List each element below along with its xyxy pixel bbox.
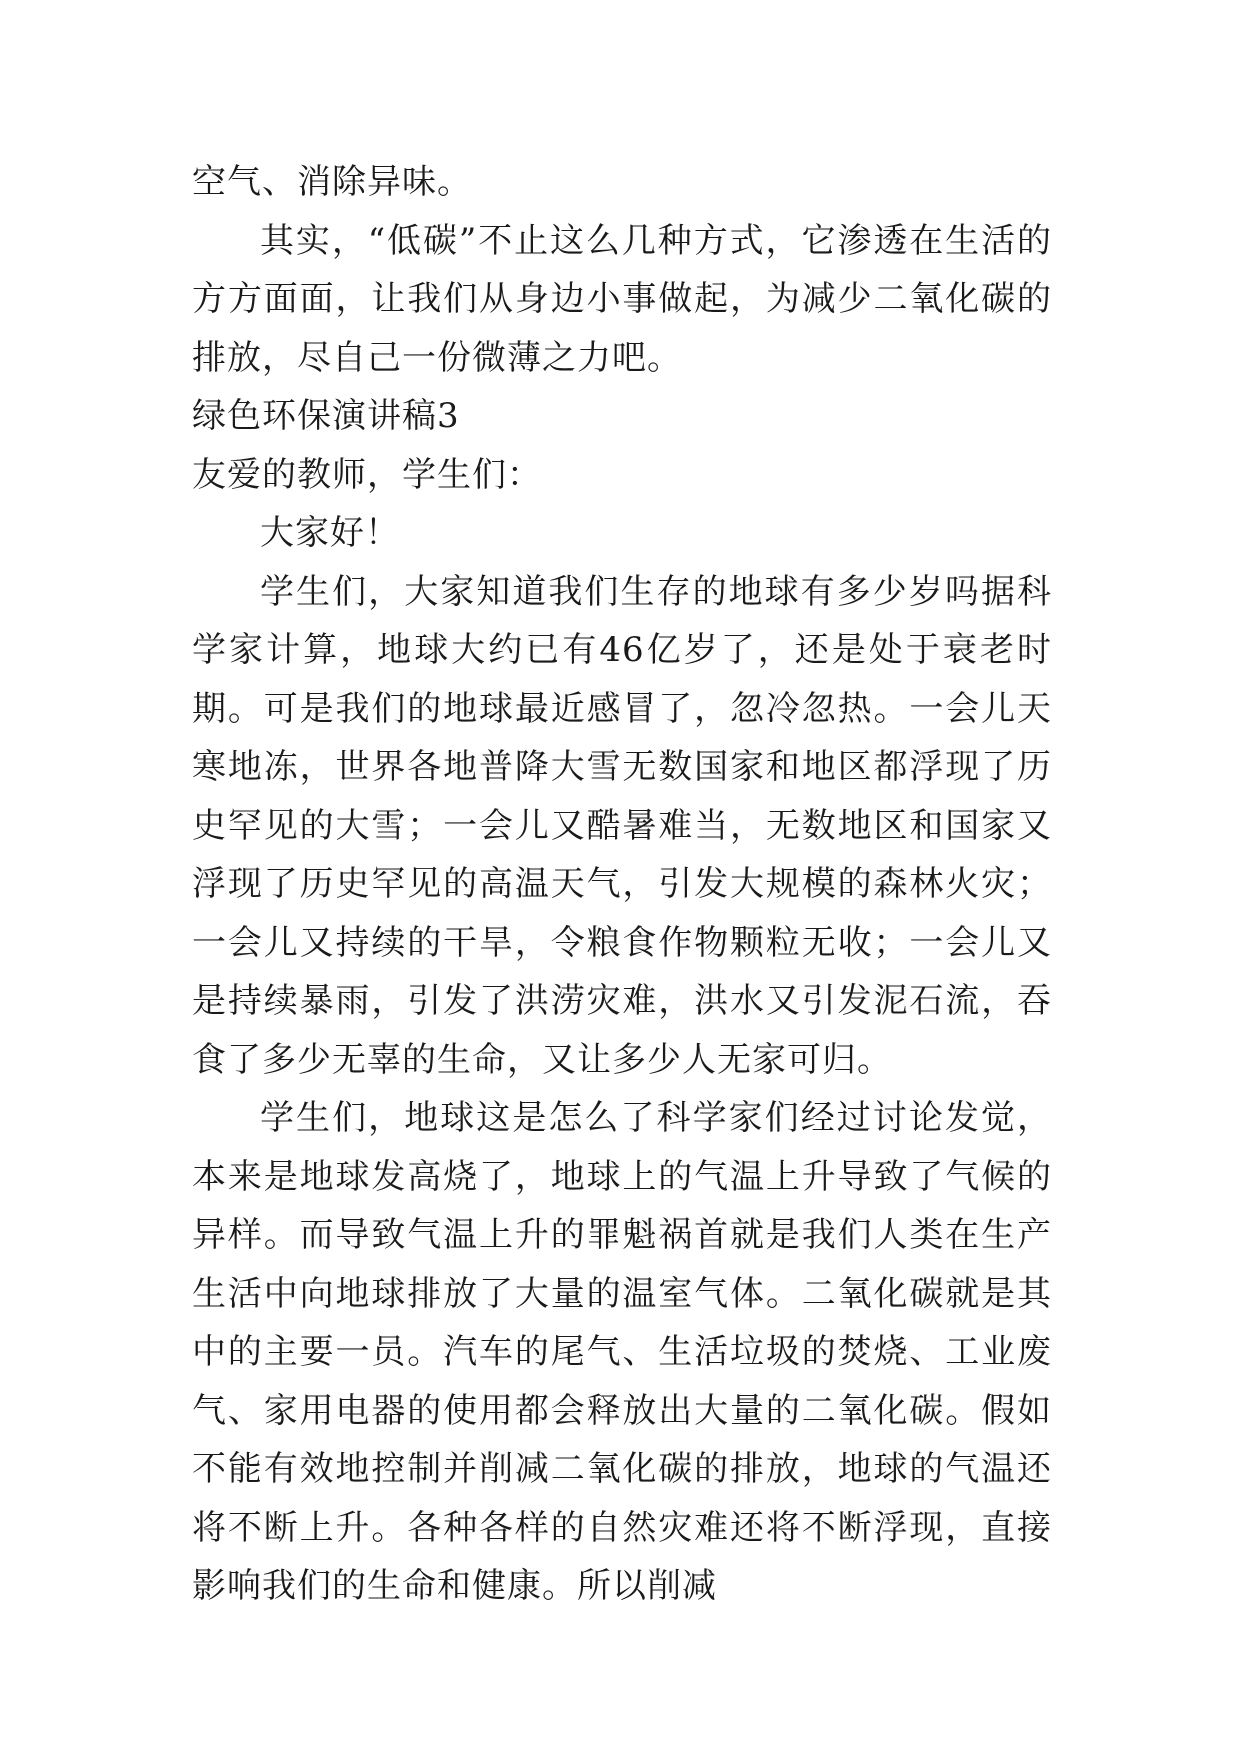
paragraph-earth-age: 学生们，大家知道我们生存的地球有多少岁吗据科学家计算，地球大约已有46亿岁了，还是处于衰老时期。可是我们的地球最近感冒了，忽冷忽热。一会儿天寒地冻，世界各地普降大雪无数国家和地区都浮现了历史罕见的大雪；一会儿又酷暑难当，无数地区和国家又浮现了历史罕见的高温天气，引发大规模的森林火灾；一会儿又持续的干旱，令粮食作物颗粒无收；一会儿又是持续暴雨，引发了洪涝灾难，洪水又引发泥石流，吞食了多少无辜的生命，又让多少人无家可归。 (192, 571, 1052, 1080)
paragraph-continuation: 空气、消除异味。 (192, 162, 472, 202)
paragraph-low-carbon-summary: 其实，“低碳”不止这么几种方式，它渗透在生活的方方面面，让我们从身边小事做起，为减少二氧化碳的排放，尽自己一份微薄之力吧。 (192, 220, 1052, 378)
greeting: 大家好！ (260, 513, 400, 553)
document-body (192, 153, 1052, 1616)
speech-title: 绿色环保演讲稿3 (192, 396, 460, 436)
salutation: 友爱的教师，学生们： (192, 454, 542, 495)
paragraph-global-warming: 学生们，地球这是怎么了科学家们经过讨论发觉，本来是地球发高烧了，地球上的气温上升导致了气候的异样。而导致气温上升的罪魁祸首就是我们人类在生产生活中向地球排放了大量的温室气体。二氧化碳就是其中的主要一员。汽车的尾气、生活垃圾的焚烧、工业废气、家用电器的使用都会释放出大量的二氧化碳。假如不能有效地控制并削减二氧化碳的排放，地球的气温还将不断上升。各种各样的自然灾难还将不断浮现，直接影响我们的生命和健康。所以削减 (192, 1098, 1052, 1606)
